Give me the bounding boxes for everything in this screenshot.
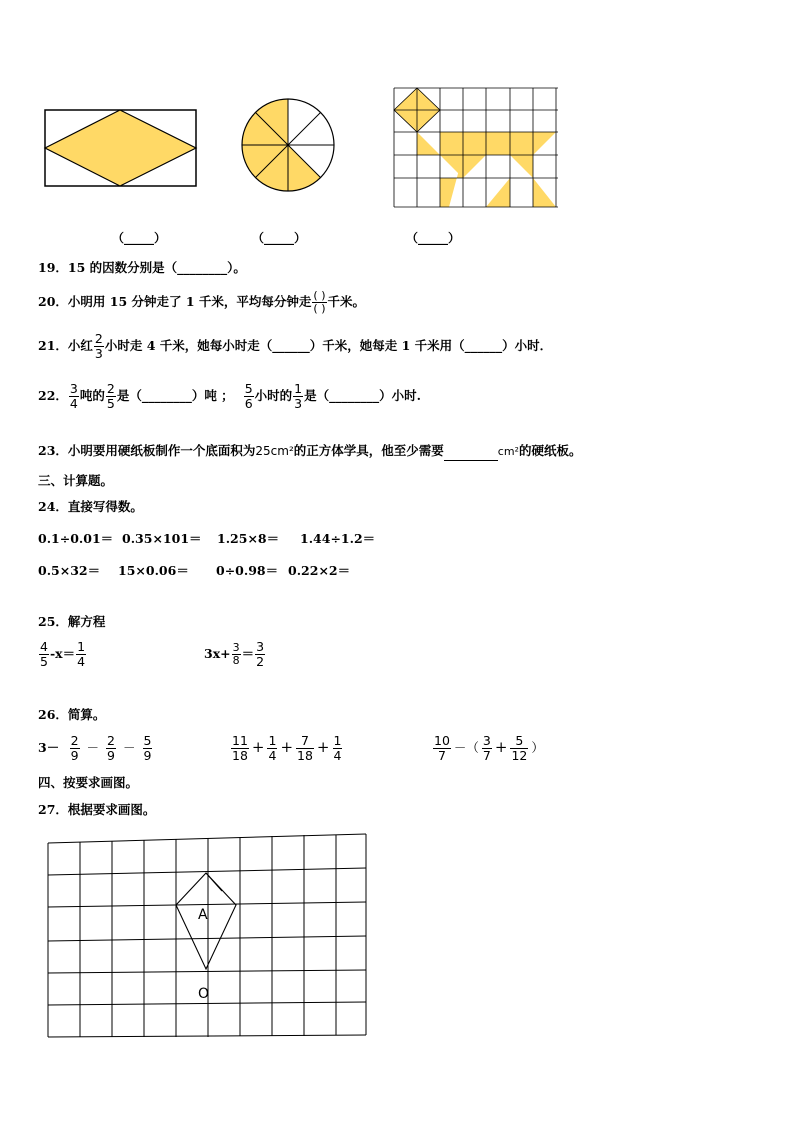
q26-e2-c-d: 18 (297, 748, 313, 763)
q26-expression-1 (38, 734, 153, 763)
q26-e3-a-n: 10 (434, 733, 450, 748)
question-19: 19．15 的因数分别是（________）。 (38, 260, 246, 275)
q22-fraction-4 (293, 382, 303, 411)
q26-e2-op2: + (280, 738, 294, 756)
figure-answer-blank-2[interactable]: （_____） (252, 231, 307, 245)
q26-e2-a-d: 18 (232, 748, 248, 763)
q25-eq2-fraction-1 (232, 642, 241, 667)
q26-e2-fraction-a (231, 734, 249, 763)
q26-e1-c-d: 9 (143, 748, 152, 763)
q25-equation-1 (38, 640, 87, 669)
q24-item-6: 15×0.06＝ (118, 563, 189, 578)
q22-n3: 5 (244, 381, 253, 396)
q23-answer-blank[interactable] (444, 442, 498, 461)
q22-n1: 3 (69, 381, 78, 396)
q22-label: 22． (38, 388, 68, 403)
q26-e2-op1: + (251, 738, 265, 756)
q26-e2-fraction-d (333, 734, 343, 763)
section-3-title: 三、计算题。 (38, 473, 114, 488)
q27-label-a: A (198, 907, 208, 923)
q26-e3-c-n: 5 (510, 734, 528, 749)
q22-n4: 1 (294, 381, 303, 396)
q26-e2-fraction-c (296, 734, 314, 763)
q24-item-8: 0.22×2＝ (288, 563, 351, 578)
question-22 (38, 382, 421, 411)
q25-eq1-mid: -x＝ (49, 646, 76, 661)
q22-text-3: 小时的 (254, 388, 293, 403)
q20-suffix: 千米。 (327, 294, 366, 309)
q26-e1-b-d: 9 (107, 748, 115, 763)
q22-fraction-1 (69, 382, 79, 411)
q26-expression-3 (432, 734, 544, 763)
q26-e3-c-d: 12 (511, 748, 528, 763)
drawing-grid-figure (46, 833, 368, 1039)
q25-eq1-n1: 4 (40, 639, 48, 654)
q23-unit: cm² (497, 445, 519, 458)
q26-expression-2 (230, 734, 343, 763)
q26-e3-fraction-a (433, 734, 451, 763)
question-23 (38, 442, 582, 461)
q25-eq1-d2: 4 (77, 654, 86, 669)
q26-e3-op2: + (494, 738, 508, 756)
q26-e2-fraction-b (267, 734, 277, 763)
q22-text-4: 是（________）小时. (304, 388, 421, 403)
q24-item-1: 0.1÷0.01＝ (38, 531, 114, 546)
q26-e2-d-d: 4 (333, 748, 342, 763)
q26-e1-b-n: 2 (107, 733, 115, 748)
q25-eq1-fraction-2 (76, 640, 86, 669)
q24-item-3: 1.25×8＝ (217, 531, 280, 546)
q23-prefix: 23．小明要用硬纸板制作一个底面积为 (38, 443, 256, 458)
q22-fraction-3 (244, 382, 254, 411)
q26-e1-op2: － (122, 740, 136, 755)
q22-d3: 6 (244, 396, 253, 411)
q23-middle: 的正方体学具，他至少需要 (293, 443, 444, 458)
q22-fraction-2 (106, 382, 116, 411)
q20-blank-fraction[interactable] (312, 290, 326, 315)
q23-area-value: 25cm² (255, 444, 294, 458)
q26-e3-b-d: 7 (482, 748, 491, 763)
q26-e1-fraction-b (106, 734, 116, 763)
figure-answer-blank-1[interactable]: （_____） (112, 231, 167, 245)
q26-e3-b-n: 3 (482, 733, 491, 748)
question-27-title: 27．根据要求画图。 (38, 802, 156, 817)
q27-label-o: O (198, 986, 210, 1002)
q26-e2-c-n: 7 (296, 734, 314, 749)
q26-e3-a-d: 7 (437, 748, 446, 763)
q25-eq2-n2: 3 (256, 639, 265, 654)
q21-numerator: 2 (94, 331, 103, 346)
q26-e2-a-n: 11 (232, 733, 248, 748)
circle-sectors-figure (240, 97, 336, 193)
q20-numerator-blank[interactable]: ( ) (313, 289, 326, 302)
q25-eq2-d1: 8 (232, 654, 240, 667)
question-25-title: 25．解方程 (38, 614, 106, 629)
q22-d4: 3 (294, 396, 303, 411)
q25-eq2-pre: 3x+ (204, 646, 231, 661)
q21-prefix: 21．小红 (38, 338, 93, 353)
question-26-title: 26．简算。 (38, 707, 106, 722)
q21-denominator: 3 (94, 346, 103, 361)
q22-text-2: 是（________）吨 ； (116, 388, 234, 403)
q26-e2-d-n: 1 (333, 733, 342, 748)
q25-eq2-n1: 3 (232, 641, 240, 654)
q26-e3-close: ） (531, 740, 544, 755)
q22-text-1: 吨的 (79, 388, 105, 403)
q20-prefix: 20．小明用 15 分钟走了 1 千米，平均每分钟走 (38, 294, 312, 309)
q26-e2-op3: + (316, 738, 330, 756)
q24-item-4: 1.44÷1.2＝ (300, 531, 376, 546)
q26-e3-op1: －（ (453, 740, 479, 755)
q22-n2: 2 (106, 381, 115, 396)
q26-e1-lead: 3－ (38, 740, 60, 755)
q26-e1-fraction-a (70, 734, 80, 763)
q26-e1-a-n: 2 (70, 733, 79, 748)
q25-eq1-d1: 5 (40, 654, 48, 669)
q26-e2-b-d: 4 (268, 748, 277, 763)
q26-e1-fraction-c (143, 734, 153, 763)
q22-d2: 5 (106, 396, 115, 411)
q22-d1: 4 (69, 396, 78, 411)
q26-e1-c-n: 5 (143, 733, 152, 748)
q23-suffix: 的硬纸板。 (518, 443, 582, 458)
figure-answer-blank-3[interactable]: （_____） (406, 231, 461, 245)
q24-item-7: 0÷0.98＝ (216, 563, 279, 578)
q25-eq2-fraction-2 (255, 640, 265, 669)
question-24-title: 24．直接写得数。 (38, 499, 143, 514)
q26-e2-b-n: 1 (268, 733, 277, 748)
q26-e1-a-d: 9 (70, 748, 79, 763)
section-4-title: 四、按要求画图。 (38, 775, 139, 790)
q24-item-2: 0.35×101＝ (122, 531, 202, 546)
q26-e3-fraction-b (482, 734, 492, 763)
q26-e3-fraction-c (510, 734, 528, 763)
q24-item-5: 0.5×32＝ (38, 563, 101, 578)
q21-suffix: 小时走 4 千米，她每小时走（______）千米，她每走 1 千米用（______）小时． (104, 338, 553, 353)
q21-fraction (94, 332, 104, 361)
q26-e1-op1: － (86, 740, 100, 755)
q25-eq1-fraction-1 (39, 640, 49, 669)
question-20 (38, 290, 365, 315)
rhombus-in-rectangle-figure (44, 108, 198, 188)
q20-denominator-blank[interactable]: ( ) (313, 302, 326, 315)
q25-eq1-n2: 1 (77, 639, 86, 654)
q25-eq2-d2: 2 (256, 654, 265, 669)
q25-equation-2 (204, 640, 266, 669)
question-21 (38, 332, 552, 361)
grid-dog-figure (393, 87, 559, 209)
q25-eq2-mid: ＝ (241, 646, 255, 661)
